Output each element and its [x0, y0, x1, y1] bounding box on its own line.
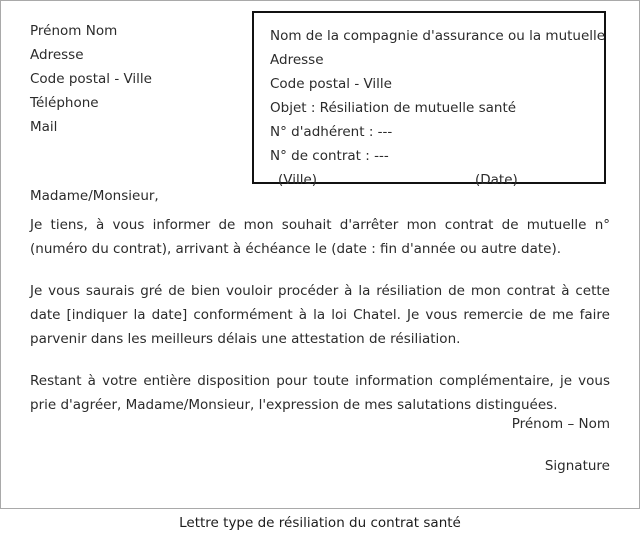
sender-line-phone: Téléphone: [30, 95, 99, 111]
sender-line-postal-city: Code postal - Ville: [30, 71, 152, 87]
recipient-line-postal-city: Code postal - Ville: [270, 76, 392, 92]
recipient-line-company: Nom de la compagnie d'assurance ou la mutuelle: [270, 28, 606, 44]
place-and-date-row: [270, 168, 604, 192]
letter-body: [30, 213, 610, 417]
sender-line-name: Prénom Nom: [30, 23, 118, 39]
letter-content: [1, 1, 639, 508]
body-paragraph-2: Je vous saurais gré de bien vouloir procéder à la résiliation de mon contrat à cette date [indiquer la date] conformément à la loi Chatel. Je vous remercie de me faire parvenir dans les meilleurs délais une attestation de résiliation.: [30, 283, 610, 347]
sender-line-address: Adresse: [30, 47, 84, 63]
date-placeholder: (Date): [475, 172, 518, 188]
recipient-line-member-number: N° d'adhérent : ---: [270, 124, 393, 140]
sender-address-block: [30, 19, 230, 139]
recipient-details-box: [252, 11, 606, 188]
recipient-line-contract-number: N° de contrat : ---: [270, 148, 389, 164]
recipient-details-content: [254, 13, 604, 192]
signature-name: Prénom – Nom: [511, 416, 610, 432]
recipient-line-address: Adresse: [270, 52, 324, 68]
body-paragraph-3: Restant à votre entière disposition pour toute information complémentaire, je vous prie d'agréer, Madame/Monsieur, l'expression de mes salutations distinguées.: [30, 373, 610, 413]
signature-label: Signature: [544, 458, 610, 474]
recipient-line-subject: Objet : Résiliation de mutuelle santé: [270, 100, 517, 116]
signature-block: [512, 413, 610, 477]
place-placeholder: (Ville): [278, 172, 318, 188]
body-paragraph-1: Je tiens, à vous informer de mon souhait d'arrêter mon contrat de mutuelle n° (numéro du contrat), arrivant à échéance le (date : fin d'année ou autre date).: [30, 217, 610, 257]
figure-caption: Lettre type de résiliation du contrat santé: [0, 509, 640, 537]
sender-line-mail: Mail: [30, 119, 58, 135]
salutation-line: Madame/Monsieur,: [30, 188, 159, 204]
